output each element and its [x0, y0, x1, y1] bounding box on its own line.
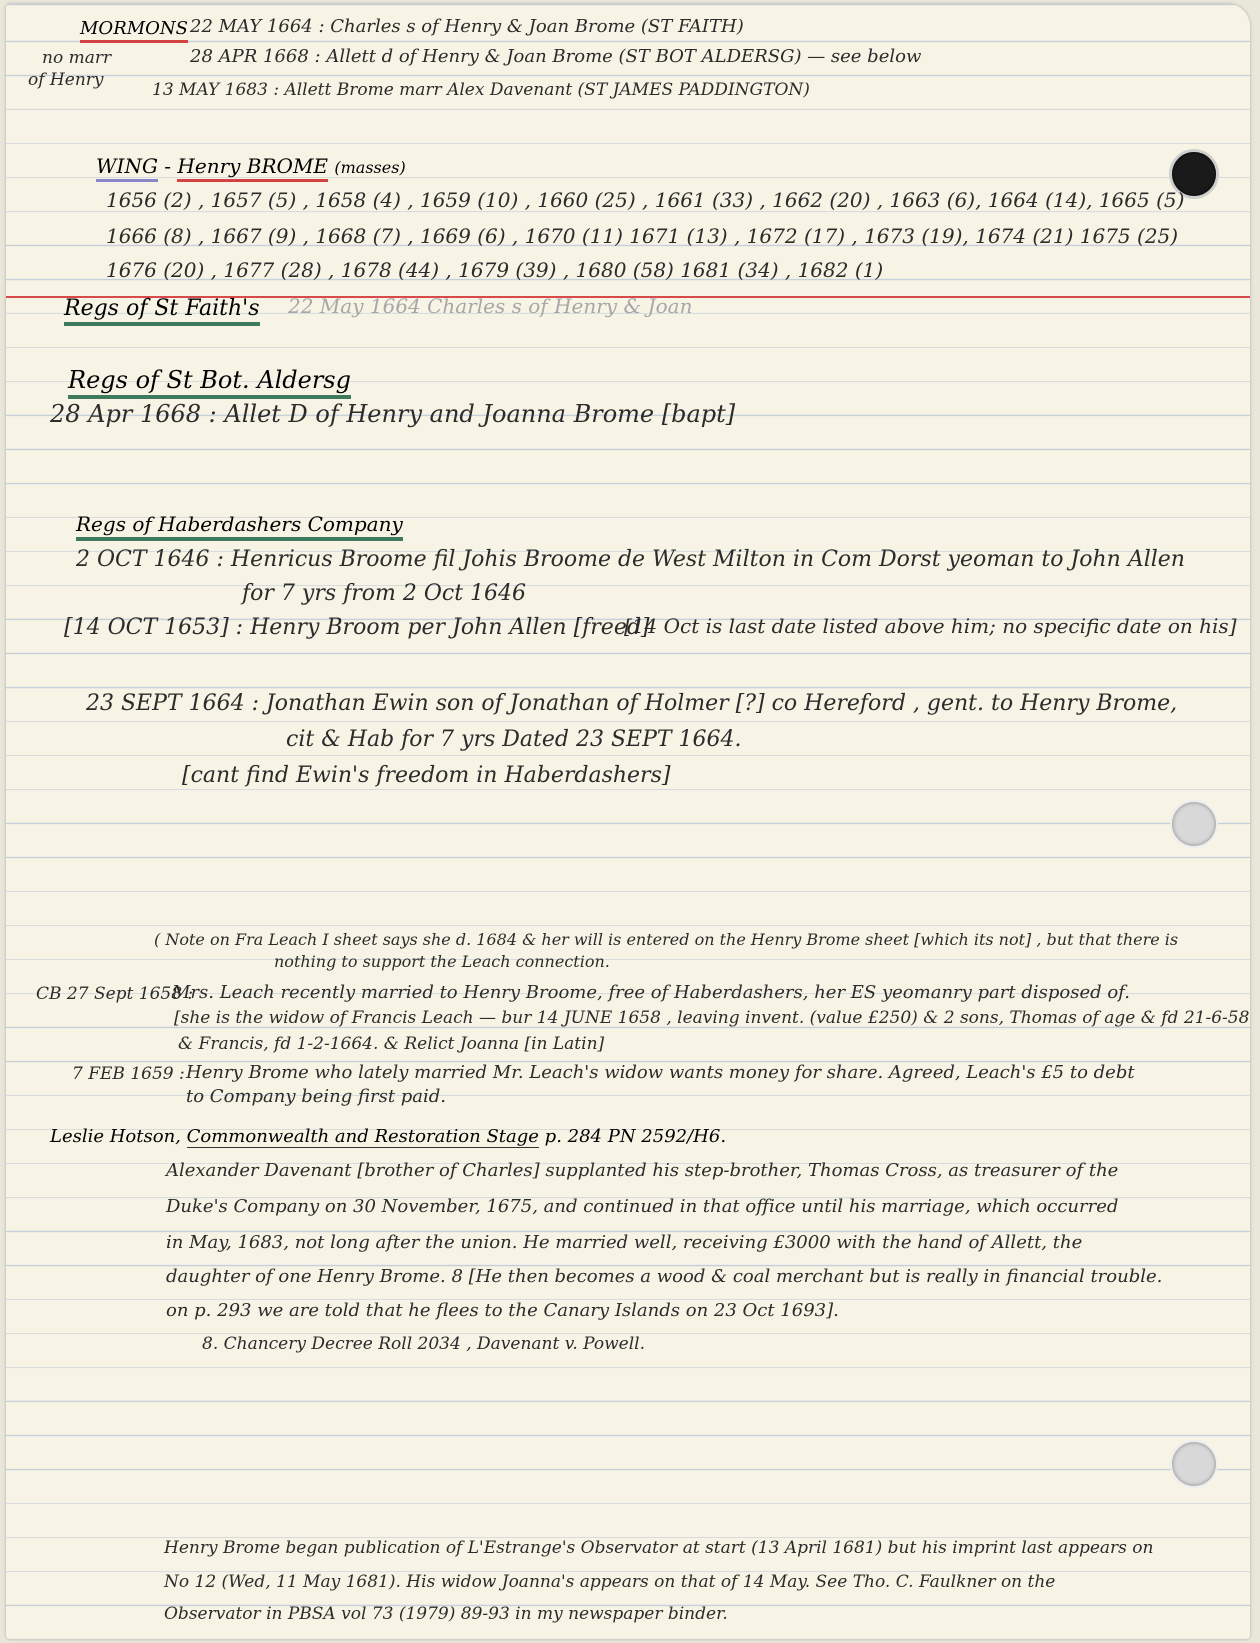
hotson-quote-5: on p. 293 we are told that he flees to the Canary Islands on 23 Oct 1693]. — [166, 1300, 839, 1321]
haberdashers-line-6: [cant find Ewin's freedom in Haberdashers] — [182, 763, 671, 788]
haberdashers-heading: Regs of Haberdashers Company — [76, 512, 403, 541]
cb-line-4: Henry Brome who lately married Mr. Leach's widow wants money for share. Agreed, Leach's £5 to debt — [186, 1062, 1135, 1083]
wing-title-note: (masses) — [334, 158, 406, 177]
notebook-page — [6, 4, 1250, 1639]
haberdashers-line-2: for 7 yrs from 2 Oct 1646 — [242, 581, 527, 606]
st-bot-line-1: 28 Apr 1668 : Allet D of Henry and Joanna Brome [bapt] — [50, 400, 736, 428]
cb-note-1: ( Note on Fra Leach I sheet says she d. 1684 & her will is entered on the Henry Brome sheet [which its not] , but that there is — [154, 930, 1179, 949]
binder-hole-middle — [1172, 802, 1216, 846]
wing-heading: WING — [96, 154, 158, 182]
haberdashers-line-3: [14 OCT 1653] : Henry Broom per John Allen [freed] — [64, 615, 650, 640]
wing-row-2: 1666 (8) , 1667 (9) , 1668 (7) , 1669 (6) , 1670 (11) 1671 (13) , 1672 (17) , 1673 (19), 1674 (21) 1675 (25) — [106, 224, 1179, 248]
mormons-line-2: 28 APR 1668 : Allett d of Henry & Joan Brome (ST BOT ALDERSG) — see below — [190, 46, 922, 67]
hotson-author: Leslie Hotson, — [50, 1126, 181, 1147]
cb-note-2: nothing to support the Leach connection. — [274, 952, 610, 971]
wing-title: Henry BROME — [177, 154, 328, 182]
binder-hole-bottom — [1172, 1442, 1216, 1486]
cb-line-5: to Company being first paid. — [186, 1086, 447, 1107]
mormons-heading: MORMONS — [80, 18, 188, 43]
haberdashers-line-5: cit & Hab for 7 yrs Dated 23 SEPT 1664. — [286, 727, 742, 752]
observator-line-1: Henry Brome began publication of L'Estrange's Observator at start (13 April 1681) but his imprint last appears on — [164, 1538, 1154, 1558]
wing-heading-wrap: WING - Henry BROME (masses) — [96, 154, 406, 178]
st-faith-heading-wrap — [64, 296, 260, 321]
wing-row-1: 1656 (2) , 1657 (5) , 1658 (4) , 1659 (10) , 1660 (25) , 1661 (33) , 1662 (20) , 1663 (6), 1664 (14), 1665 (5) — [106, 188, 1185, 212]
haberdashers-line-3-note: [14 Oct is last date listed above him; no specific date on his] — [624, 614, 1237, 638]
hotson-quote-2: Duke's Company on 30 November, 1675, and continued in that office until his marriage, which occurred — [166, 1196, 1119, 1217]
cb-date-1: CB 27 Sept 1658 : — [36, 984, 194, 1004]
haberdashers-line-4: 23 SEPT 1664 : Jonathan Ewin son of Jonathan of Holmer [?] co Hereford , gent. to Henry Brome, — [86, 691, 1178, 716]
haberdashers-line-1: 2 OCT 1646 : Henricus Broome fil Johis Broome de West Milton in Com Dorst yeoman to John Allen — [76, 547, 1185, 572]
cb-line-3: & Francis, fd 1-2-1664. & Relict Joanna [in Latin] — [178, 1034, 605, 1054]
observator-line-2: No 12 (Wed, 11 May 1681). His widow Joanna's appears on that of 14 May. See Tho. C. Faulkner on the — [164, 1572, 1056, 1592]
st-faith-heading: Regs of St Faith's — [64, 296, 260, 326]
hotson-book: Commonwealth and Restoration Stage — [186, 1126, 539, 1147]
mormons-side-note-2: of Henry — [28, 70, 104, 90]
mormons-line-1: 22 MAY 1664 : Charles s of Henry & Joan Brome (ST FAITH) — [190, 16, 744, 37]
hotson-ref: p. 284 PN 2592/H6. — [544, 1126, 727, 1147]
haberdashers-heading-wrap — [76, 512, 403, 536]
cb-line-1: Mrs. Leach recently married to Henry Broome, free of Haberdashers, her ES yeomanry part disposed of. — [172, 982, 1130, 1003]
st-bot-heading: Regs of St Bot. Aldersg — [68, 366, 351, 399]
cb-line-2: [she is the widow of Francis Leach — bur 14 JUNE 1658 , leaving invent. (value £250) & 2 sons, Thomas of age & fd 21-6-58 — [174, 1008, 1250, 1028]
cb-date-2: 7 FEB 1659 : — [72, 1064, 185, 1084]
hotson-quote-4: daughter of one Henry Brome. 8 [He then becomes a wood & coal merchant but is really in financial trouble. — [166, 1266, 1163, 1287]
st-bot-heading-wrap — [68, 366, 351, 394]
hotson-quote-1: Alexander Davenant [brother of Charles] supplanted his step-brother, Thomas Cross, as treasurer of the — [166, 1160, 1119, 1181]
hotson-footnote: 8. Chancery Decree Roll 2034 , Davenant v. Powell. — [202, 1334, 645, 1354]
hotson-quote-3: in May, 1683, not long after the union. He married well, receiving £3000 with the hand of Allett, the — [166, 1232, 1083, 1253]
mormons-side-note-1: no marr — [42, 48, 112, 68]
st-faith-faded-line: 22 May 1664 Charles s of Henry & Joan — [288, 294, 693, 318]
hotson-heading-wrap — [50, 1126, 726, 1147]
observator-line-3: Observator in PBSA vol 73 (1979) 89-93 in my newspaper binder. — [164, 1604, 728, 1624]
wing-row-3: 1676 (20) , 1677 (28) , 1678 (44) , 1679 (39) , 1680 (58) 1681 (34) , 1682 (1) — [106, 258, 884, 282]
mormons-heading-wrap — [80, 18, 188, 39]
mormons-line-3: 13 MAY 1683 : Allett Brome marr Alex Davenant (ST JAMES PADDINGTON) — [152, 80, 810, 100]
